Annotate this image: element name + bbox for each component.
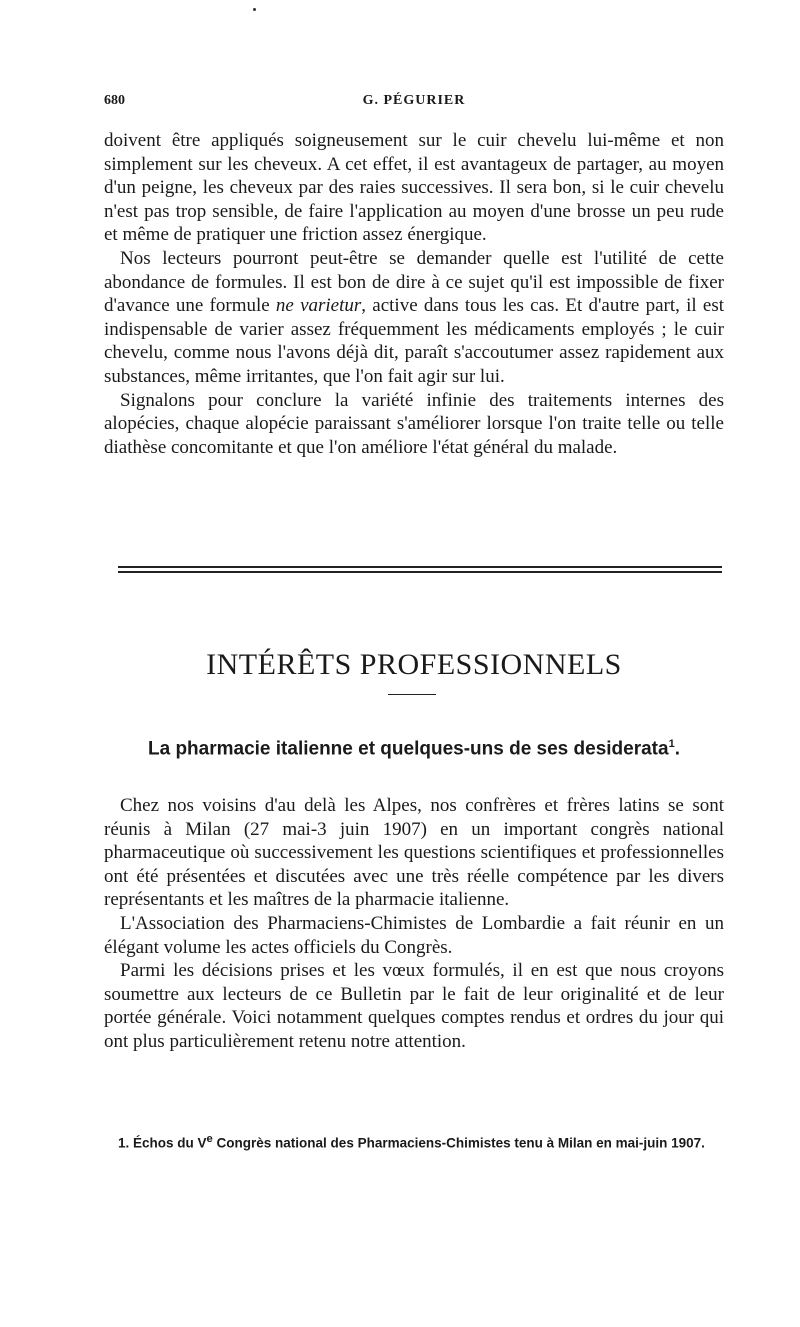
paragraph-association: L'Association des Pharmaciens-Chimistes de Lombardie a fait réunir en un élégant volume les actes officiels du Congrès. — [104, 912, 724, 958]
article-title: La pharmacie italienne et quelques-uns de ses desiderata$^1$. — [148, 738, 680, 760]
footnote-marker: 1 — [668, 738, 675, 750]
footnote-start: 1. Échos du V — [118, 1135, 207, 1151]
page-number: 680 — [104, 93, 125, 108]
paragraph-decisions: Parmi les décisions prises et les vœux formulés, il en est que nous croyons soumettre aux lecteurs de ce Bulletin par le fait de leur originalité et de leur portée générale. Voici notamment quelques comptes rendus et ordres du jour qui ont plus particulièrement retenu notre attention. — [104, 960, 724, 1052]
paragraph-formulas-end: , active dans tous les cas. Et d'autre part, il est indispensable de varier assez fréquemment les médicaments employés ; le cuir chevelu, comme nous l'avons déjà dit, paraît s'accoutumer assez rapidement aux substances, même irritantes, que l'on fait agir sur lui. — [104, 295, 724, 387]
article-title-text: La pharmacie italienne et quelques-uns de ses desiderata — [148, 738, 669, 760]
running-title: G. PÉGURIER — [362, 93, 466, 108]
continuation-text — [104, 129, 724, 459]
latin-phrase: ne varietur — [275, 295, 362, 317]
footnote-end: Congrès national des Pharmaciens-Chimistes tenu à Milan en mai-juin 1907. — [212, 1135, 705, 1151]
paragraph-formulas-start: Nos lecteurs pourront peut-être se demander quelle est l'utilité de cette abondance de formules. Il est bon de dire à ce sujet qu'il est impossible de fixer d'avance une formule — [104, 247, 724, 317]
stray-mark — [253, 8, 256, 11]
paragraph-conclusion: Signalons pour conclure la variété infinie des traitements internes des alopécies, chaque alopécie paraissant s'améliorer lorsque l'on traite telle ou telle diathèse concomitante et que l'on améliore l'état général du malade. — [104, 389, 724, 458]
section-divider — [118, 566, 722, 573]
footnote-text — [104, 1129, 724, 1154]
running-head — [104, 93, 724, 113]
footnote — [104, 1129, 724, 1154]
title-underline — [388, 694, 436, 695]
article-body — [104, 794, 724, 1054]
paragraph-continuation: doivent être appliqués soigneusement sur le cuir chevelu lui-même et non simplement sur les cheveux. A cet effet, il est avantageux de partager, au moyen d'un peigne, les cheveux par des raies successives. Il sera bon, si le cuir chevelu n'est pas trop sensible, de faire l'application au moyen d'une brosse un peu rude et même de pratiquer une friction assez énergique. — [104, 130, 724, 246]
section-title: INTÉRÊTS PROFESSIONNELS — [206, 648, 622, 681]
paragraph-formulas — [104, 247, 724, 389]
paragraph-congress: Chez nos voisins d'au delà les Alpes, nos confrères et frères latins se sont réunis à Milan (27 mai-3 juin 1907) en un important congrès national pharmaceutique où successivement les questions scientifiques et professionnelles ont été présentées et discutées avec une très réelle compétence par les divers représentants et les maîtres de la pharmacie italienne. — [104, 795, 724, 911]
footnote-superscript: e — [206, 1133, 213, 1145]
